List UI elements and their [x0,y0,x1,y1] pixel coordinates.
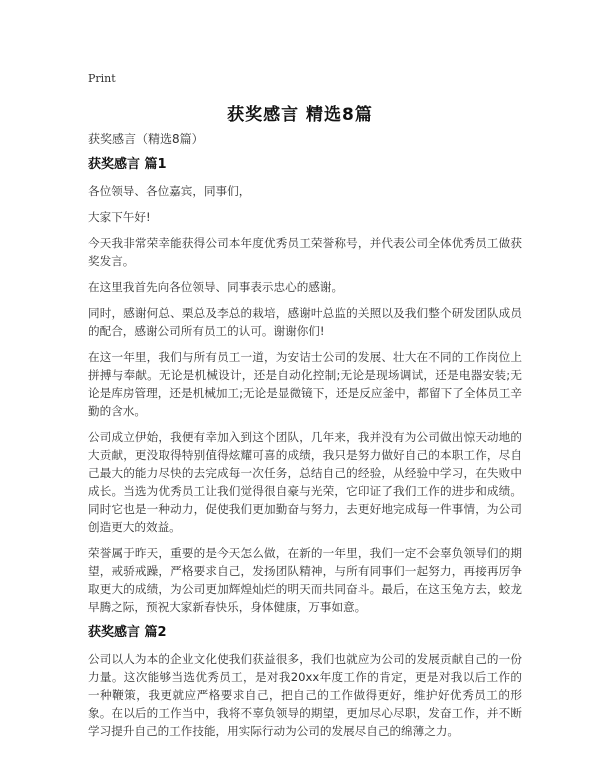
section-1 [88,156,522,616]
paragraph: 公司以人为本的企业文化使我们获益很多，我们也就应为公司的发展贡献自己的一份力量。这次能够当选优秀员工，是对我20xx年度工作的肯定，更是对我以后工作的一种鞭策，我更就应严格要求自己，把自己的工作做得更好，维护好优秀员工的形象。在以后的工作当中，我将不辜负领导的期望，更加尽心尽职，发奋工作，并不断学习提升自己的工作技能，用实际行动为公司的发展尽自己的绵薄之力。 [88,652,522,738]
section-2 [88,624,522,740]
print-link[interactable]: Print [88,72,116,85]
article-subtitle: 获奖感言（精选8篇） [88,132,204,146]
paragraph: 公司成立伊始，我便有幸加入到这个团队，几年来，我并没有为公司做出惊天动地的大贡献，更没取得特别值得炫耀可喜的成绩，我只是努力做好自己的本职工作，尽自己最大的能力尽快的去完成每一次任务，总结自己的经验，从经验中学习，在失败中成长。当选为优秀员工让我们觉得很自豪与光荣，它印证了我们工作的进步和成绩。同时它也是一种动力，促使我们更加勤奋与努力，去更好地完成每一件事情，为公司创造更大的效益。 [88,430,522,534]
paragraph: 各位领导、各位嘉宾，同事们， [88,184,251,198]
paragraph: 同时，感谢何总、栗总及李总的栽培，感谢叶总监的关照以及我们整个研发团队成员的配合，感谢公司所有员工的认可。谢谢你们! [88,306,522,338]
article-body [88,130,522,748]
paragraph: 今天我非常荣幸能获得公司本年度优秀员工荣誉称号，并代表公司全体优秀员工做获奖发言。 [88,236,522,268]
section-heading: 获奖感言 篇1 [88,157,167,172]
page-title: 获奖感言 精选8篇 [227,105,373,125]
paragraph: 大家下午好! [88,210,151,224]
paragraph: 在这一年里，我们与所有员工一道，为安诘士公司的发展、壮大在不同的工作岗位上拼搏与奉献。无论是机械设计，还是自动化控制;无论是现场调试，还是电器安装;无论是库房管理，还是机械加工;无论是显微镜下，还是反应釜中，都留下了全体员工辛勤的含水。 [88,350,522,418]
paragraph: 荣誉属于昨天，重要的是今天怎么做，在新的一年里，我们一定不会辜负领导们的期望，戒骄戒躁，严格要求自己，发扬团队精神，与所有同事们一起努力，再接再厉争取更大的成绩，为公司更加辉煌灿烂的明天而共同奋斗。最后，在这玉兔方去，蛟龙早腾之际，预祝大家新春快乐，身体健康，万事如意。 [88,546,522,614]
section-heading: 获奖感言 篇2 [88,625,167,640]
paragraph: 在这里我首先向各位领导、同事表示忠心的感谢。 [88,280,344,294]
